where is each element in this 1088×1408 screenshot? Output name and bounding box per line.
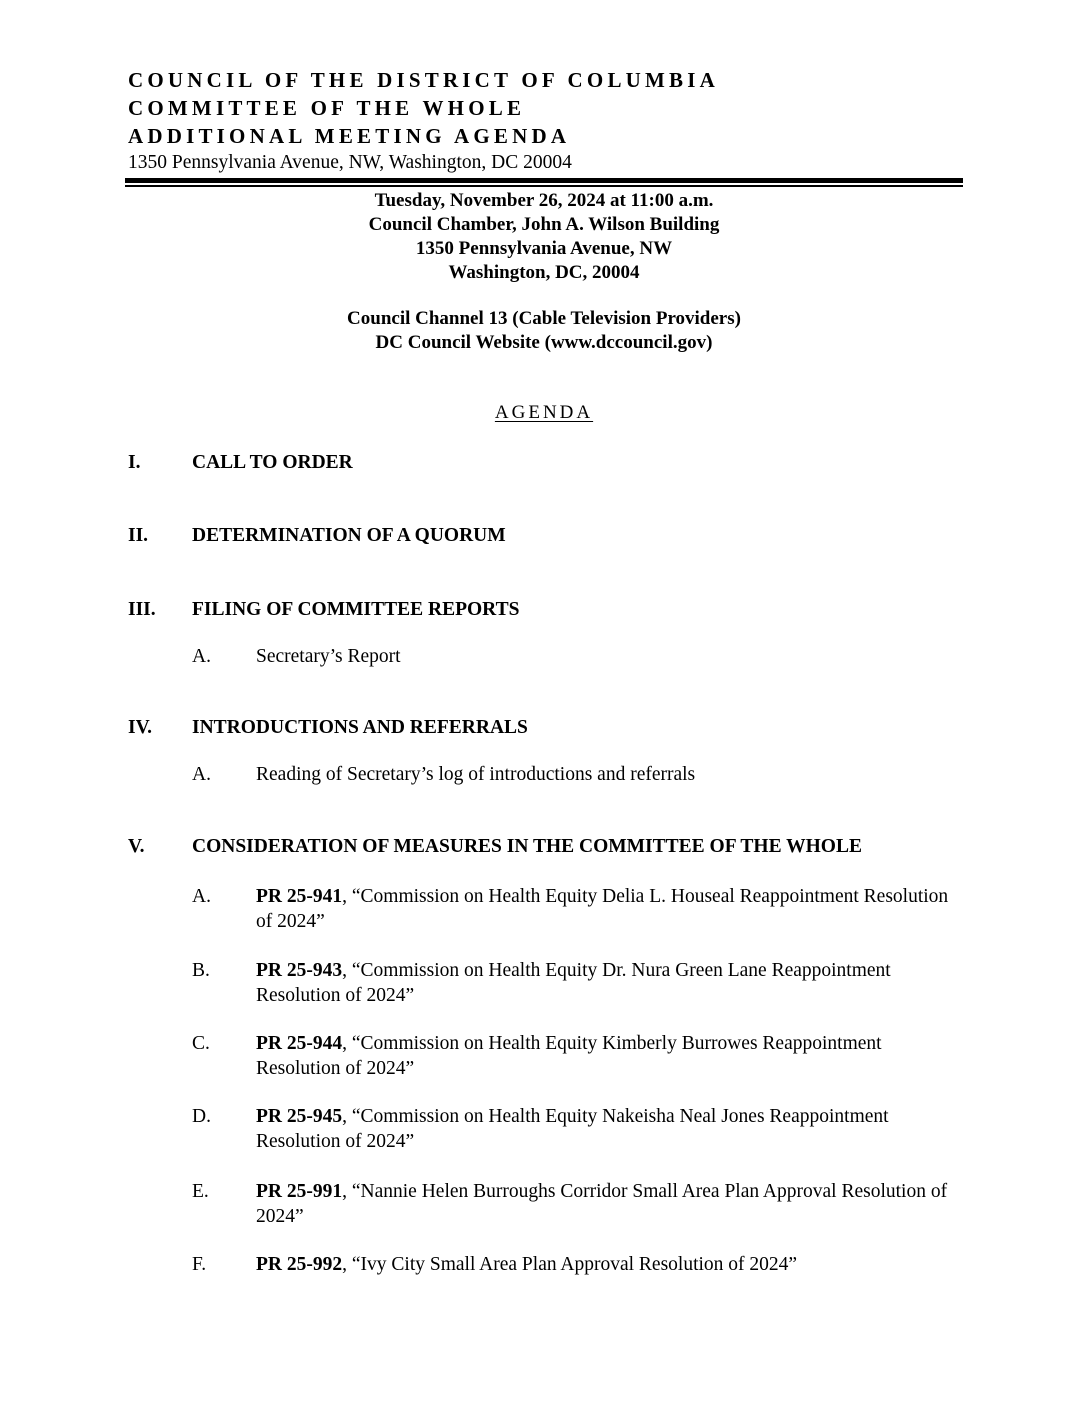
item-text [256, 958, 968, 1008]
resolution-number: PR 25-945 [256, 1106, 343, 1127]
meeting-city: Washington, DC, 20004 [448, 262, 640, 283]
item-letter: A. [192, 764, 211, 785]
document-title: ADDITIONAL MEETING AGENDA [128, 124, 571, 148]
resolution-title: , “Commission on Health Equity Dr. Nura Green Lane Reappointment Resolution of 2024” [256, 960, 891, 1006]
section-number: II. [128, 525, 149, 546]
committee-name: COMMITTEE OF THE WHOLE [128, 96, 526, 120]
section-title: INTRODUCTIONS AND REFERRALS [192, 717, 528, 738]
resolution-number: PR 25-991 [256, 1181, 343, 1202]
item-text: Secretary’s Report [256, 646, 401, 667]
item-text: Reading of Secretary’s log of introductions and referrals [256, 764, 696, 785]
header-rule-thick [125, 178, 963, 183]
resolution-title: , “Ivy City Small Area Plan Approval Resolution of 2024” [342, 1254, 798, 1275]
section-number: III. [128, 599, 156, 620]
resolution-number: PR 25-941 [256, 886, 343, 907]
resolution-number: PR 25-944 [256, 1033, 343, 1054]
spacer [260, 285, 828, 307]
item-text [256, 1104, 968, 1154]
section-title: CONSIDERATION OF MEASURES IN THE COMMITTEE OF THE WHOLE [192, 836, 862, 857]
section-title: CALL TO ORDER [192, 452, 353, 473]
meeting-channel: Council Channel 13 (Cable Television Providers) [347, 308, 741, 329]
item-letter: F. [192, 1254, 207, 1275]
council-name: COUNCIL OF THE DISTRICT OF COLUMBIA [128, 68, 719, 92]
resolution-title: , “Nannie Helen Burroughs Corridor Small Area Plan Approval Resolution of 2024” [256, 1181, 948, 1227]
item-letter: D. [192, 1106, 211, 1127]
agenda-heading: AGENDA [494, 402, 594, 423]
section-title: DETERMINATION OF A QUORUM [192, 525, 506, 546]
item-text [256, 1031, 968, 1081]
meeting-datetime: Tuesday, November 26, 2024 at 11:00 a.m. [374, 190, 714, 211]
resolution-title: , “Commission on Health Equity Kimberly Burrowes Reappointment Resolution of 2024” [256, 1033, 882, 1079]
section-number: V. [128, 836, 145, 857]
header-rule-thin [125, 185, 963, 187]
section-number: I. [128, 452, 141, 473]
item-text [256, 884, 968, 934]
meeting-street: 1350 Pennsylvania Avenue, NW [415, 238, 673, 259]
item-letter: A. [192, 886, 211, 907]
letterhead-address: 1350 Pennsylvania Avenue, NW, Washington, DC 20004 [128, 152, 572, 173]
item-letter: E. [192, 1181, 209, 1202]
resolution-number: PR 25-992 [256, 1254, 343, 1275]
resolution-title: , “Commission on Health Equity Delia L. Houseal Reappointment Resolution of 2024” [256, 886, 949, 932]
section-title: FILING OF COMMITTEE REPORTS [192, 599, 520, 620]
item-text [256, 1179, 968, 1229]
meeting-room: Council Chamber, John A. Wilson Building [368, 214, 720, 235]
item-letter: B. [192, 960, 210, 981]
item-letter: A. [192, 646, 211, 667]
resolution-number: PR 25-943 [256, 960, 343, 981]
section-number: IV. [128, 717, 153, 738]
resolution-title: , “Commission on Health Equity Nakeisha Neal Jones Reappointment Resolution of 2024” [256, 1106, 889, 1152]
meeting-info [260, 189, 828, 355]
item-text [256, 1252, 968, 1277]
meeting-website: DC Council Website (www.dccouncil.gov) [375, 332, 713, 353]
letterhead [128, 66, 968, 176]
item-letter: C. [192, 1033, 210, 1054]
